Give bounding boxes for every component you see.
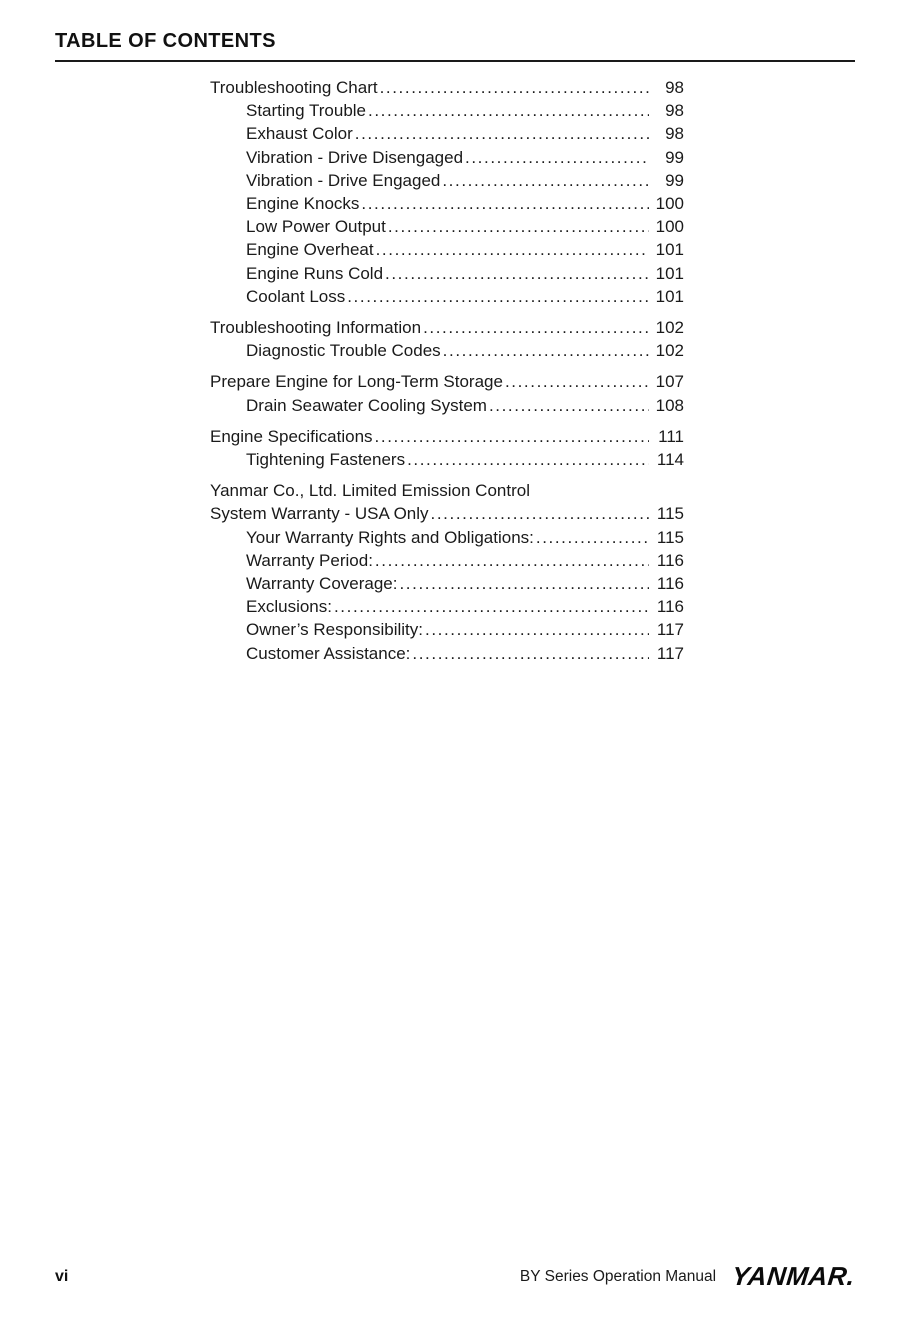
toc-entry-page: 98 bbox=[665, 101, 684, 121]
toc-entry bbox=[210, 169, 684, 192]
toc-entry-label: Customer Assistance: bbox=[246, 643, 411, 663]
toc-list bbox=[210, 76, 684, 665]
toc-entry bbox=[210, 549, 684, 572]
toc-dot-leader bbox=[465, 146, 649, 169]
toc-entry-label: Warranty Coverage: bbox=[246, 574, 398, 594]
toc-dot-leader bbox=[355, 122, 649, 145]
toc-dot-leader bbox=[489, 394, 649, 417]
toc-entry-label: Engine Overheat bbox=[246, 240, 374, 260]
footer-right-group bbox=[520, 1261, 855, 1292]
toc-entry-label: Tightening Fasteners bbox=[246, 450, 406, 470]
toc-entry-label: System Warranty - USA Only bbox=[210, 504, 429, 524]
toc-entry bbox=[210, 642, 684, 665]
toc-dot-leader bbox=[425, 618, 649, 641]
toc-entry-page: 101 bbox=[655, 286, 684, 306]
toc-dot-leader bbox=[536, 526, 649, 549]
yanmar-logo: YANMAR. bbox=[730, 1261, 857, 1291]
toc-entry-page: 117 bbox=[656, 620, 684, 640]
toc-entry-label: Troubleshooting Information bbox=[210, 318, 422, 338]
toc-entry-label: Starting Trouble bbox=[246, 101, 367, 121]
toc-entry-label: Vibration - Drive Engaged bbox=[246, 170, 441, 190]
page-footer bbox=[55, 1261, 855, 1292]
toc-entry-page: 98 bbox=[665, 124, 684, 144]
toc-entry bbox=[210, 479, 684, 502]
toc-entry bbox=[210, 76, 684, 99]
toc-dot-leader bbox=[407, 448, 649, 471]
toc-entry bbox=[210, 316, 684, 339]
toc-entry-label: Engine Specifications bbox=[210, 426, 373, 446]
toc-dot-leader bbox=[361, 192, 649, 215]
toc-entry bbox=[210, 595, 684, 618]
toc-entry bbox=[210, 572, 684, 595]
toc-entry bbox=[210, 339, 684, 362]
toc-dot-leader bbox=[368, 99, 649, 122]
toc-entry bbox=[210, 448, 684, 471]
toc-entry-page: 115 bbox=[656, 527, 684, 547]
toc-entry-label: Your Warranty Rights and Obligations: bbox=[246, 527, 534, 547]
toc-entry-page: 101 bbox=[655, 240, 684, 260]
toc-dot-leader bbox=[347, 285, 649, 308]
toc-dot-leader bbox=[375, 549, 649, 572]
toc-entry-label: Coolant Loss bbox=[246, 286, 346, 306]
header-rule bbox=[55, 60, 855, 62]
toc-entry-label: Exhaust Color bbox=[246, 124, 353, 144]
footer-manual-name: BY Series Operation Manual bbox=[519, 1267, 717, 1285]
toc-entry bbox=[210, 394, 684, 417]
toc-entry bbox=[210, 262, 684, 285]
toc-entry-page: 108 bbox=[655, 395, 684, 415]
toc-entry-page: 100 bbox=[655, 217, 684, 237]
toc-entry bbox=[210, 285, 684, 308]
toc-entry-page: 98 bbox=[665, 78, 684, 97]
toc-dot-leader bbox=[385, 262, 649, 285]
toc-entry-label: Low Power Output bbox=[246, 217, 386, 237]
toc-entry-label: Vibration - Drive Disengaged bbox=[246, 147, 464, 167]
toc-dot-leader bbox=[505, 370, 649, 393]
toc-entry-page: 117 bbox=[656, 643, 684, 663]
toc-entry bbox=[210, 146, 684, 169]
toc-entry-page: 107 bbox=[655, 372, 684, 392]
toc-entry-label: Drain Seawater Cooling System bbox=[246, 395, 487, 415]
toc-entry-label: Prepare Engine for Long-Term Storage bbox=[210, 372, 503, 392]
toc-entry-page: 115 bbox=[656, 504, 684, 524]
toc-dot-leader bbox=[334, 595, 649, 618]
toc-entry bbox=[210, 370, 684, 393]
toc-entry-label: Diagnostic Trouble Codes bbox=[246, 341, 441, 361]
toc-dot-leader bbox=[431, 502, 649, 525]
toc-entry-label: Exclusions: bbox=[246, 597, 332, 617]
toc-dot-leader bbox=[375, 425, 649, 448]
toc-entry-label: Engine Knocks bbox=[246, 194, 360, 214]
toc-entry-page: 116 bbox=[656, 574, 684, 594]
page-header bbox=[55, 30, 855, 62]
toc-entry-label: Warranty Period: bbox=[246, 550, 373, 570]
toc-entry-page: 111 bbox=[658, 426, 684, 446]
toc-entry-label: Yanmar Co., Ltd. Limited Emission Control bbox=[210, 481, 530, 501]
toc-entry-page: 116 bbox=[656, 550, 684, 570]
toc-entry-page: 114 bbox=[656, 450, 684, 470]
toc-entry bbox=[210, 215, 684, 238]
toc-entry-label: Owner’s Responsibility: bbox=[246, 620, 423, 640]
toc-dot-leader bbox=[412, 642, 649, 665]
toc-entry-label: Engine Runs Cold bbox=[246, 263, 384, 283]
toc-dot-leader bbox=[443, 339, 649, 362]
toc-entry-page: 102 bbox=[655, 318, 684, 338]
toc-dot-leader bbox=[423, 316, 649, 339]
toc-dot-leader bbox=[376, 238, 649, 261]
toc-entry-page: 99 bbox=[665, 147, 684, 167]
toc-entry-page: 101 bbox=[655, 263, 684, 283]
toc-entry bbox=[210, 122, 684, 145]
toc-entry-page: 116 bbox=[656, 597, 684, 617]
toc-entry-page: 100 bbox=[655, 194, 684, 214]
toc-entry-label: Troubleshooting Chart bbox=[210, 78, 378, 97]
toc-entry-page: 99 bbox=[665, 170, 684, 190]
toc-dot-leader bbox=[380, 76, 649, 99]
toc-dot-leader bbox=[388, 215, 649, 238]
toc-dot-leader bbox=[442, 169, 649, 192]
toc-entry bbox=[210, 238, 684, 261]
page-title: TABLE OF CONTENTS bbox=[55, 30, 276, 52]
toc-entry bbox=[210, 618, 684, 641]
toc-entry bbox=[210, 502, 684, 525]
toc-entry-page: 102 bbox=[655, 341, 684, 361]
toc-entry bbox=[210, 425, 684, 448]
toc-dot-leader bbox=[399, 572, 649, 595]
toc-entry bbox=[210, 192, 684, 215]
toc-entry bbox=[210, 99, 684, 122]
footer-page-number: vi bbox=[55, 1267, 69, 1285]
toc-entry bbox=[210, 526, 684, 549]
